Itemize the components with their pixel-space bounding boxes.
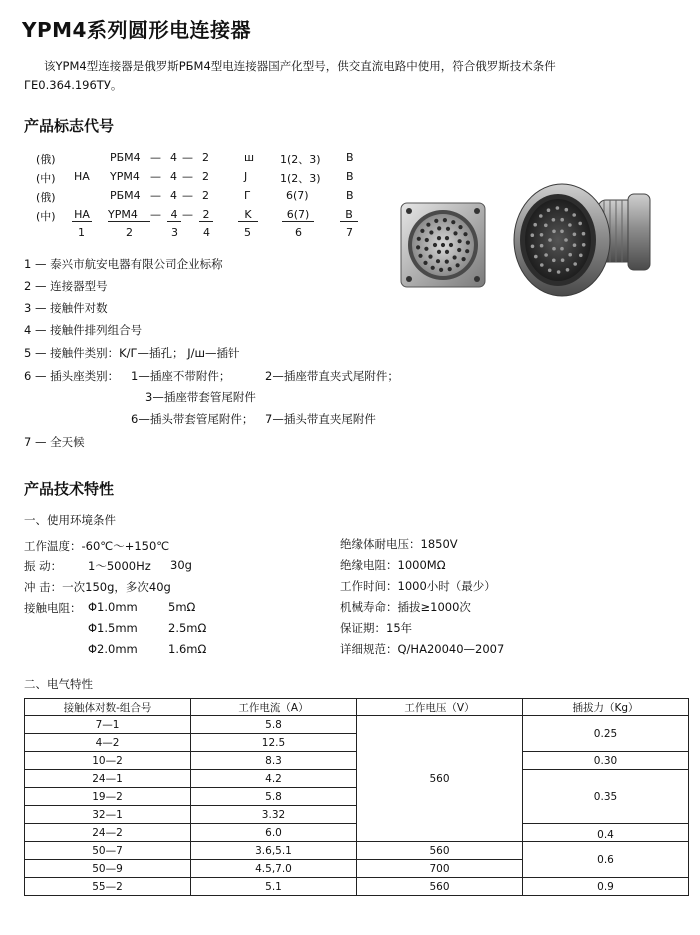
mark-number: 7 <box>346 226 353 239</box>
contact-pin <box>531 233 535 237</box>
spec-resistance-value: 2.5mΩ <box>168 621 207 635</box>
contact-pin <box>568 223 572 227</box>
contact-hole <box>437 236 441 240</box>
page-title: YPM4系列圆形电连接器 <box>22 18 251 42</box>
cell-code: 24—1 <box>25 770 191 788</box>
contact-pin <box>531 245 535 249</box>
cell-code: 7—1 <box>25 716 191 734</box>
spec-resistance-label: 接触电阻： <box>24 601 82 615</box>
contact-pin <box>578 222 582 226</box>
contact-pin <box>547 208 551 212</box>
contact-pin <box>540 233 544 237</box>
contact-pin <box>582 243 586 247</box>
mark-contact: K <box>238 208 258 222</box>
cell-voltage: 700 <box>357 860 523 878</box>
contact-hole <box>458 239 462 243</box>
mark-number: 3 <box>171 226 178 239</box>
spec-working-time: 工作时间：1000小时（最少） <box>340 579 496 593</box>
legend-item: 2 — 连接器型号 <box>24 279 108 293</box>
tech-heading: 产品技术特性 <box>24 480 115 498</box>
cell-current: 4.5,7.0 <box>191 860 357 878</box>
spec-resistance-diameter: Φ2.0mm <box>88 642 138 656</box>
contact-pin <box>564 238 568 242</box>
contact-hole <box>431 266 435 270</box>
table-row <box>25 878 689 896</box>
contact-hole <box>449 243 453 247</box>
contact-hole <box>418 254 422 258</box>
mark-number: 4 <box>203 226 210 239</box>
contact-hole <box>451 220 455 224</box>
legend-item-6-c: 3—插座带套管尾附件 <box>145 390 256 404</box>
mark-d1: 4 <box>170 170 177 183</box>
contact-hole <box>462 257 466 261</box>
spec-resistance-diameter: Φ1.5mm <box>88 621 138 635</box>
mark-model: PБM4 <box>110 189 141 202</box>
mark-tag: (中) <box>36 210 56 223</box>
contact-pin <box>565 208 569 212</box>
contact-hole <box>443 218 447 222</box>
electrical-table <box>24 698 689 896</box>
contact-hole <box>446 227 450 231</box>
contact-pin <box>579 254 583 258</box>
mark-dash: — <box>182 189 193 202</box>
spec-resistance-value: 5mΩ <box>168 600 196 614</box>
contact-pin <box>539 214 543 218</box>
spec-shock: 冲 击：一次150g，多次40g <box>24 580 171 594</box>
mark-dash: — <box>150 208 161 221</box>
round-plug-image <box>508 178 658 303</box>
mark-d2: 2 <box>202 170 209 183</box>
mark-grade: B <box>340 208 358 222</box>
contact-hole <box>445 250 449 254</box>
legend-item: 1 — 泰兴市航安电器有限公司企业标称 <box>24 257 223 271</box>
table-header: 接触体对数-组合号 <box>25 699 191 716</box>
mark-arrangement: 6(7) <box>282 208 314 222</box>
mark-model: PБM4 <box>110 151 141 164</box>
mark-grade: B <box>346 151 354 164</box>
contact-hole <box>433 243 437 247</box>
contact-hole <box>429 230 433 234</box>
cell-voltage: 560 <box>357 716 523 842</box>
contact-pin <box>540 263 544 267</box>
cell-voltage: 560 <box>357 842 523 860</box>
contact-hole <box>458 225 462 229</box>
mark-tag: (俄) <box>36 153 56 166</box>
mark-dash: — <box>182 208 193 221</box>
marking-heading: 产品标志代号 <box>24 117 115 135</box>
legend-item: 5 — 接触件类别：K/Г—插孔； J/ш—插针 <box>24 346 240 360</box>
square-socket-image <box>398 200 488 290</box>
cell-current: 5.8 <box>191 788 357 806</box>
cell-code: 24—2 <box>25 824 191 842</box>
contact-hole <box>457 248 461 252</box>
contact-hole <box>445 236 449 240</box>
contact-pin <box>560 218 564 222</box>
cell-voltage: 560 <box>357 878 523 896</box>
contact-hole <box>423 261 427 265</box>
cell-force: 0.4 <box>523 824 689 842</box>
contact-pin <box>552 247 556 251</box>
cell-current: 5.1 <box>191 878 357 896</box>
contact-hole <box>465 249 469 253</box>
contact-hole <box>416 245 420 249</box>
mark-number: 2 <box>126 226 133 239</box>
contact-hole <box>434 219 438 223</box>
cell-code: 32—1 <box>25 806 191 824</box>
env-subheading: 一、使用环境条件 <box>24 513 116 527</box>
spec-vibration-label: 振 动： <box>24 559 63 573</box>
contact-hole <box>448 267 452 271</box>
mark-contact: J <box>244 170 248 183</box>
contact-hole <box>439 268 443 272</box>
table-header: 插拔力（Kg） <box>523 699 689 716</box>
cell-current: 8.3 <box>191 752 357 770</box>
legend-item-6-d: 6—插头带套管尾附件； <box>131 412 254 426</box>
contact-hole <box>428 255 432 259</box>
cell-force: 0.6 <box>523 842 689 878</box>
mark-dash: — <box>182 170 193 183</box>
mark-arrangement: 6(7) <box>286 189 309 202</box>
electrical-subheading: 二、电气特性 <box>24 677 93 691</box>
cell-current: 3.32 <box>191 806 357 824</box>
mark-dash: — <box>182 151 193 164</box>
contact-hole <box>456 263 460 267</box>
intro-line-2: ГЕ0.364.196ТУ。 <box>24 78 123 92</box>
contact-pin <box>582 232 586 236</box>
mark-ha: HA <box>72 208 92 222</box>
contact-pin <box>560 230 564 234</box>
mark-tag: (中) <box>36 172 56 185</box>
legend-item-6-a: 1—插座不带附件； <box>131 369 231 383</box>
cell-force: 0.35 <box>523 770 689 824</box>
mark-d2: 2 <box>202 189 209 202</box>
cell-code: 55—2 <box>25 878 191 896</box>
contact-pin <box>534 255 538 259</box>
contact-pin <box>548 269 552 273</box>
contact-pin <box>572 213 576 217</box>
legend-item-6-prefix: 6 — 插头座类别： <box>24 369 120 383</box>
cell-code: 50—7 <box>25 842 191 860</box>
contact-pin <box>566 268 570 272</box>
intro-line-1: 该YPM4型连接器是俄罗斯PБM4型电连接器国产化型号，供交直流电路中使用，符合俄罗斯技术条件 <box>44 59 556 73</box>
mark-contact: ш <box>244 151 255 164</box>
contact-pin <box>552 218 556 222</box>
legend-item-6-b: 2—插座带直夹式尾附件； <box>265 369 399 383</box>
spec-vibration-range: 1～5000Hz <box>88 559 151 573</box>
contact-hole <box>441 243 445 247</box>
contact-pin <box>544 224 548 228</box>
contact-hole <box>466 241 470 245</box>
mark-d2: 2 <box>199 208 213 222</box>
mark-tag: (俄) <box>36 191 56 204</box>
spec-insulation-resistance: 绝缘电阻：1000MΩ <box>340 558 446 572</box>
contact-hole <box>453 255 457 259</box>
mark-arrangement: 1(2、3) <box>280 153 321 166</box>
spec-mechanical-life: 机械寿命：插拔≥1000次 <box>340 600 471 614</box>
contact-pin <box>557 270 561 274</box>
contact-pin <box>573 233 577 237</box>
cell-current: 6.0 <box>191 824 357 842</box>
contact-pin <box>533 223 537 227</box>
mark-d1: 4 <box>170 151 177 164</box>
mark-d1: 4 <box>170 189 177 202</box>
cell-current: 3.6,5.1 <box>191 842 357 860</box>
spec-resistance-value: 1.6mΩ <box>168 642 207 656</box>
cell-current: 4.2 <box>191 770 357 788</box>
contact-pin <box>552 230 556 234</box>
table-row <box>25 842 689 860</box>
mark-number: 1 <box>78 226 85 239</box>
cell-code: 10—2 <box>25 752 191 770</box>
table-header-row <box>25 699 689 716</box>
contact-pin <box>561 258 565 262</box>
contact-pin <box>552 259 556 263</box>
table-row <box>25 716 689 734</box>
contact-pin <box>540 244 544 248</box>
mark-grade: B <box>346 189 354 202</box>
mark-model: YPM4 <box>108 208 150 222</box>
mark-dash: — <box>150 189 161 202</box>
cell-code: 4—2 <box>25 734 191 752</box>
cell-current: 5.8 <box>191 716 357 734</box>
mark-dash: — <box>150 151 161 164</box>
spec-detailed-standard: 详细规范：Q/HA20040—2007 <box>340 642 505 656</box>
contact-hole <box>426 223 430 227</box>
legend-item: 4 — 接触件排列组合号 <box>24 323 143 337</box>
table-header: 工作电压（V） <box>357 699 523 716</box>
contact-pin <box>568 253 572 257</box>
spec-temperature: 工作温度：-60℃～+150℃ <box>24 539 170 553</box>
mark-number: 5 <box>244 226 251 239</box>
mark-d1: 4 <box>167 208 181 222</box>
contact-pin <box>573 262 577 266</box>
mark-arrangement: 1(2、3) <box>280 172 321 185</box>
mark-number: 6 <box>295 226 302 239</box>
table-header: 工作电流（A） <box>191 699 357 716</box>
contact-hole <box>420 229 424 233</box>
contact-hole <box>463 232 467 236</box>
spec-withstand-voltage: 绝缘体耐电压：1850V <box>340 537 458 551</box>
mark-model: YPM4 <box>110 170 140 183</box>
cell-force: 0.9 <box>523 878 689 896</box>
contact-pin <box>560 247 564 251</box>
cell-code: 19—2 <box>25 788 191 806</box>
contact-pin <box>544 253 548 257</box>
mark-grade: B <box>346 170 354 183</box>
contact-hole <box>445 260 449 264</box>
contact-hole <box>436 259 440 263</box>
cell-code: 50—9 <box>25 860 191 878</box>
cell-current: 12.5 <box>191 734 357 752</box>
legend-item: 3 — 接触件对数 <box>24 301 108 315</box>
contact-hole <box>453 231 457 235</box>
mark-dash: — <box>150 170 161 183</box>
contact-hole <box>437 226 441 230</box>
contact-pin <box>556 206 560 210</box>
contact-hole <box>437 250 441 254</box>
mark-contact: Г <box>244 189 251 202</box>
spec-resistance-diameter: Φ1.0mm <box>88 600 138 614</box>
contact-pin <box>573 243 577 247</box>
contact-hole <box>425 238 429 242</box>
legend-item: 7 — 全天候 <box>24 435 85 449</box>
legend-item-6-e: 7—插头带直夹尾附件 <box>265 412 376 426</box>
mark-ha: HA <box>74 170 90 183</box>
mark-d2: 2 <box>202 151 209 164</box>
cell-force: 0.25 <box>523 716 689 752</box>
contact-hole <box>424 247 428 251</box>
cell-force: 0.30 <box>523 752 689 770</box>
spec-vibration-g: 30g <box>170 558 192 572</box>
contact-pin <box>548 238 552 242</box>
spec-warranty: 保证期：15年 <box>340 621 413 635</box>
contact-hole <box>417 237 421 241</box>
